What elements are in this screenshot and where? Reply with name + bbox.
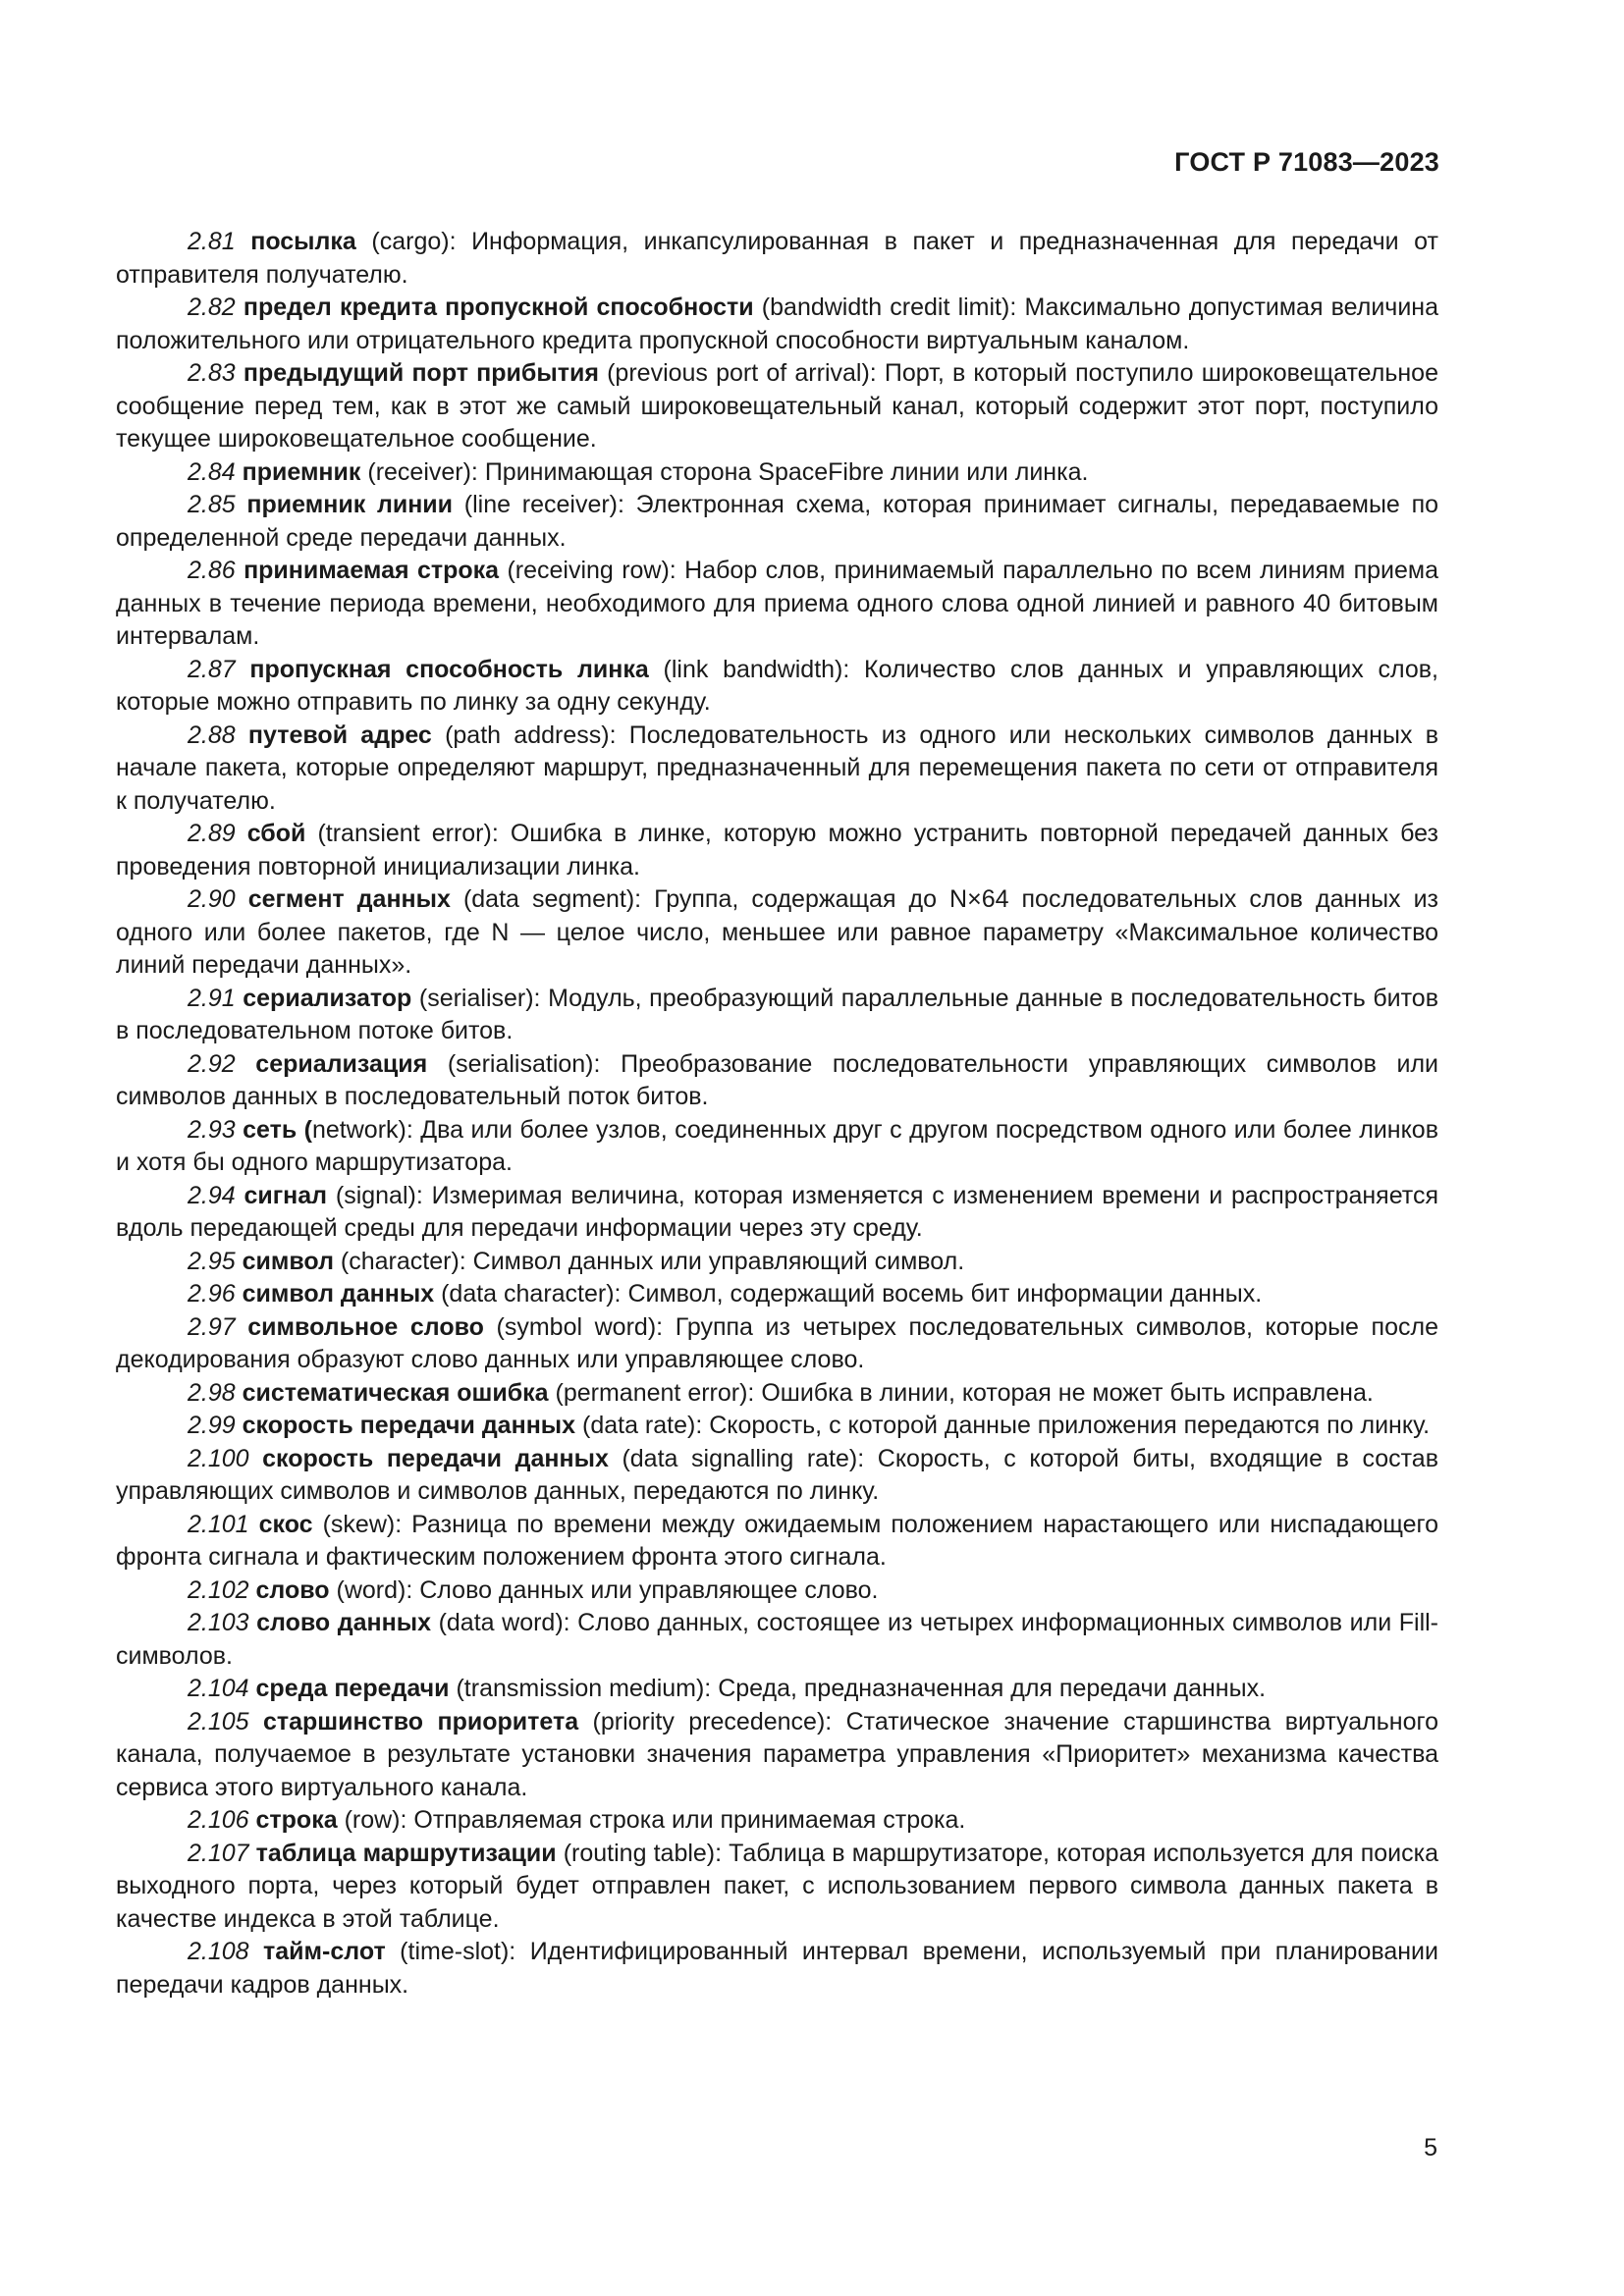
entry-term: сеть ( <box>243 1115 312 1144</box>
definition-entry <box>116 983 1438 1048</box>
definition-entry <box>116 1180 1438 1246</box>
definition-entry <box>116 357 1438 456</box>
entry-number: 2.98 <box>188 1378 236 1407</box>
entry-number: 2.100 <box>188 1444 249 1472</box>
entry-term: принимаемая строка <box>244 557 500 584</box>
entry-number: 2.96 <box>188 1280 236 1308</box>
entry-term: приемник <box>242 457 361 486</box>
entry-term: посылка <box>250 228 356 255</box>
entry-term: сериализатор <box>243 984 412 1012</box>
entry-term: предел кредита пропускной способности <box>243 294 754 321</box>
entry-term: скорость передачи данных <box>262 1444 609 1472</box>
entry-term: скорость передачи данных <box>242 1412 576 1439</box>
entry-definition: (data signalling rate): Скорость, с которой биты, входящие в состав управляющих символов и символов данных, передаются по линку. <box>116 1444 1438 1505</box>
entry-term: сбой <box>246 820 306 847</box>
entry-definition: (serialisation): Преобразование последовательности управляющих символов или символов данных в последовательный поток битов. <box>116 1049 1438 1110</box>
entry-number: 2.92 <box>188 1049 236 1078</box>
entry-definition: (time-slot): Идентифицированный интервал времени, используемый при планировании передачи кадров данных. <box>116 1938 1438 1999</box>
entry-definition: (line receiver): Электронная схема, которая принимает сигналы, передаваемые по определенной среде передачи данных. <box>116 491 1439 552</box>
definition-entry <box>116 489 1438 555</box>
entry-definition: (data segment): Группа, содержащая до N×64 последовательных слов данных из одного или более пакетов, где N — целое число, меньшее или равное параметру «Максимальное количество линий передачи данных». <box>116 885 1439 979</box>
entry-term: слово данных <box>256 1609 431 1636</box>
entry-number: 2.93 <box>188 1115 236 1144</box>
page-number: 5 <box>1424 2134 1437 2162</box>
definition-entry <box>116 1278 1438 1311</box>
entry-number: 2.81 <box>188 228 236 255</box>
entry-definition: (data character): Символ, содержащий восемь бит информации данных. <box>434 1280 1263 1308</box>
entry-definition: (word): Слово данных или управляющее слово. <box>329 1575 879 1604</box>
entry-definition: (row): Отправляемая строка или принимаемая строка. <box>337 1806 966 1834</box>
entry-number: 2.94 <box>188 1181 236 1209</box>
entry-number: 2.95 <box>188 1247 236 1275</box>
entry-term: путевой адрес <box>247 721 432 749</box>
entry-term: символ <box>242 1247 334 1275</box>
definition-entry <box>116 1706 1438 1805</box>
entry-definition: (data rate): Скорость, с которой данные приложения передаются по линку. <box>575 1412 1431 1439</box>
entry-number: 2.106 <box>188 1806 249 1834</box>
definition-entry <box>116 1114 1438 1180</box>
entry-number: 2.101 <box>188 1510 249 1538</box>
entry-number: 2.82 <box>188 294 236 321</box>
entry-term: пропускная способность линка <box>249 655 649 683</box>
entry-definition: (priority precedence): Статическое значение старшинства виртуального канала, получаемое в результате установки значения параметра управления «Приоритет» механизма качества сервиса этого виртуального канала. <box>116 1707 1438 1801</box>
definition-entry <box>116 654 1438 720</box>
entry-number: 2.104 <box>188 1675 249 1702</box>
entry-term: таблица маршрутизации <box>255 1839 557 1867</box>
entry-definition: (bandwidth credit limit): Максимально допустимая величина положительного или отрицательного кредита пропускной способности виртуальным каналом. <box>116 294 1438 354</box>
entry-number: 2.97 <box>188 1312 236 1341</box>
entry-term: сигнал <box>244 1181 328 1209</box>
entry-term: слово <box>255 1575 330 1604</box>
definition-entry <box>116 1575 1438 1608</box>
definition-entry <box>116 818 1438 883</box>
entry-definition: (character): Символ данных или управляющий символ. <box>333 1247 965 1275</box>
entry-term: символ данных <box>242 1280 435 1308</box>
definition-entry <box>116 555 1438 654</box>
entry-term: сериализация <box>255 1049 428 1078</box>
entry-number: 2.107 <box>188 1839 249 1867</box>
entry-definition: (routing table): Таблица в маршрутизаторе, которая используется для поиска выходного порта, через который будет отправлен пакет, с использованием первого символа данных пакета в качестве индекса в этой таблице. <box>116 1839 1438 1933</box>
definition-entry <box>116 1804 1438 1838</box>
entry-number: 2.86 <box>188 557 236 584</box>
entry-definition: (transient error): Ошибка в линке, которую можно устранить повторной передачей данных без проведения повторной инициализации линка. <box>116 820 1438 881</box>
definition-entry <box>116 456 1438 490</box>
entry-term: тайм-слот <box>263 1938 386 1965</box>
entry-term: скос <box>258 1510 313 1538</box>
entry-term: систематическая ошибка <box>242 1378 549 1407</box>
entry-number: 2.105 <box>188 1707 249 1735</box>
entry-term: старшинство приоритета <box>262 1707 579 1735</box>
definition-entry <box>116 292 1438 357</box>
entry-number: 2.83 <box>188 359 236 387</box>
entry-definition: (cargo): Информация, инкапсулированная в пакет и предназначенная для передачи от отправителя получателю. <box>116 228 1438 289</box>
entry-number: 2.108 <box>188 1938 249 1965</box>
definition-entry <box>116 1377 1438 1411</box>
entry-number: 2.87 <box>188 655 236 683</box>
definitions-list <box>116 226 1438 2002</box>
definition-entry <box>116 1936 1438 2002</box>
entry-definition: (link bandwidth): Количество слов данных и управляющих слов, которые можно отправить по линку за одну секунду. <box>116 655 1438 716</box>
entry-definition: (signal): Измеримая величина, которая изменяется с изменением времени и распространяется вдоль передающей среды для передачи информации через эту среду. <box>116 1181 1438 1242</box>
definition-entry <box>116 1048 1438 1114</box>
entry-definition: (receiver): Принимающая сторона SpaceFibre линии или линка. <box>360 457 1089 486</box>
document-header: ГОСТ Р 71083—2023 <box>1174 147 1439 177</box>
entry-definition: (receiving row): Набор слов, принимаемый параллельно по всем линиям приема данных в течение периода времени, необходимого для приема одного слова одной линией и равного 40 битовым интервалам. <box>116 557 1438 650</box>
entry-term: сегмент данных <box>247 885 451 913</box>
entry-term: предыдущий порт прибытия <box>243 359 599 387</box>
entry-number: 2.85 <box>188 491 236 518</box>
definition-entry <box>116 1838 1438 1937</box>
entry-term: приемник линии <box>246 491 454 518</box>
entry-number: 2.90 <box>188 885 236 913</box>
entry-number: 2.99 <box>188 1412 236 1439</box>
entry-number: 2.91 <box>188 984 236 1012</box>
entry-definition: (skew): Разница по времени между ожидаемым положением нарастающего или ниспадающего фронта сигнала и фактическим положением фронта этого сигнала. <box>116 1510 1438 1571</box>
entry-definition: (path address): Последовательность из одного или нескольких символов данных в начале пакета, которые определяют маршрут, предназначенный для перемещения пакета по сети от отправителя к получателю. <box>116 721 1438 815</box>
entry-term: строка <box>255 1806 338 1834</box>
entry-definition: (symbol word): Группа из четырех последовательных символов, которые после декодирования образуют слово данных или управляющее слово. <box>116 1312 1438 1373</box>
definition-entry <box>116 1607 1438 1673</box>
entry-number: 2.102 <box>188 1575 249 1604</box>
entry-definition: (data word): Слово данных, состоящее из четырех информационных символов или Fill-символов. <box>116 1609 1438 1670</box>
entry-number: 2.89 <box>188 820 236 847</box>
entry-definition: (permanent error): Ошибка в линии, которая не может быть исправлена. <box>548 1378 1374 1407</box>
definition-entry <box>116 1673 1438 1706</box>
definition-entry <box>116 1311 1438 1377</box>
entry-term: символьное слово <box>247 1312 484 1341</box>
entry-number: 2.103 <box>188 1609 249 1636</box>
definition-entry <box>116 1443 1438 1509</box>
entry-definition: network): Два или более узлов, соединенных друг с другом посредством одного или более линков и хотя бы одного маршрутизатора. <box>116 1115 1438 1176</box>
entry-number: 2.88 <box>188 721 236 749</box>
definition-entry <box>116 1509 1438 1575</box>
entry-number: 2.84 <box>188 457 236 486</box>
entry-definition: (transmission medium): Среда, предназначенная для передачи данных. <box>449 1675 1267 1702</box>
definition-entry <box>116 720 1438 819</box>
definition-entry <box>116 883 1438 983</box>
entry-term: среда передачи <box>255 1675 450 1702</box>
definition-entry <box>116 226 1438 292</box>
entry-definition: (previous port of arrival): Порт, в который поступило широковещательное сообщение перед тем, как в этот же самый широковещательный канал, который содержит этот порт, поступило текущее широковещательное сообщение. <box>116 359 1438 453</box>
entry-definition: (serialiser): Модуль, преобразующий параллельные данные в последовательность битов в последовательном потоке битов. <box>116 984 1438 1044</box>
definition-entry <box>116 1410 1438 1443</box>
definition-entry <box>116 1246 1438 1279</box>
